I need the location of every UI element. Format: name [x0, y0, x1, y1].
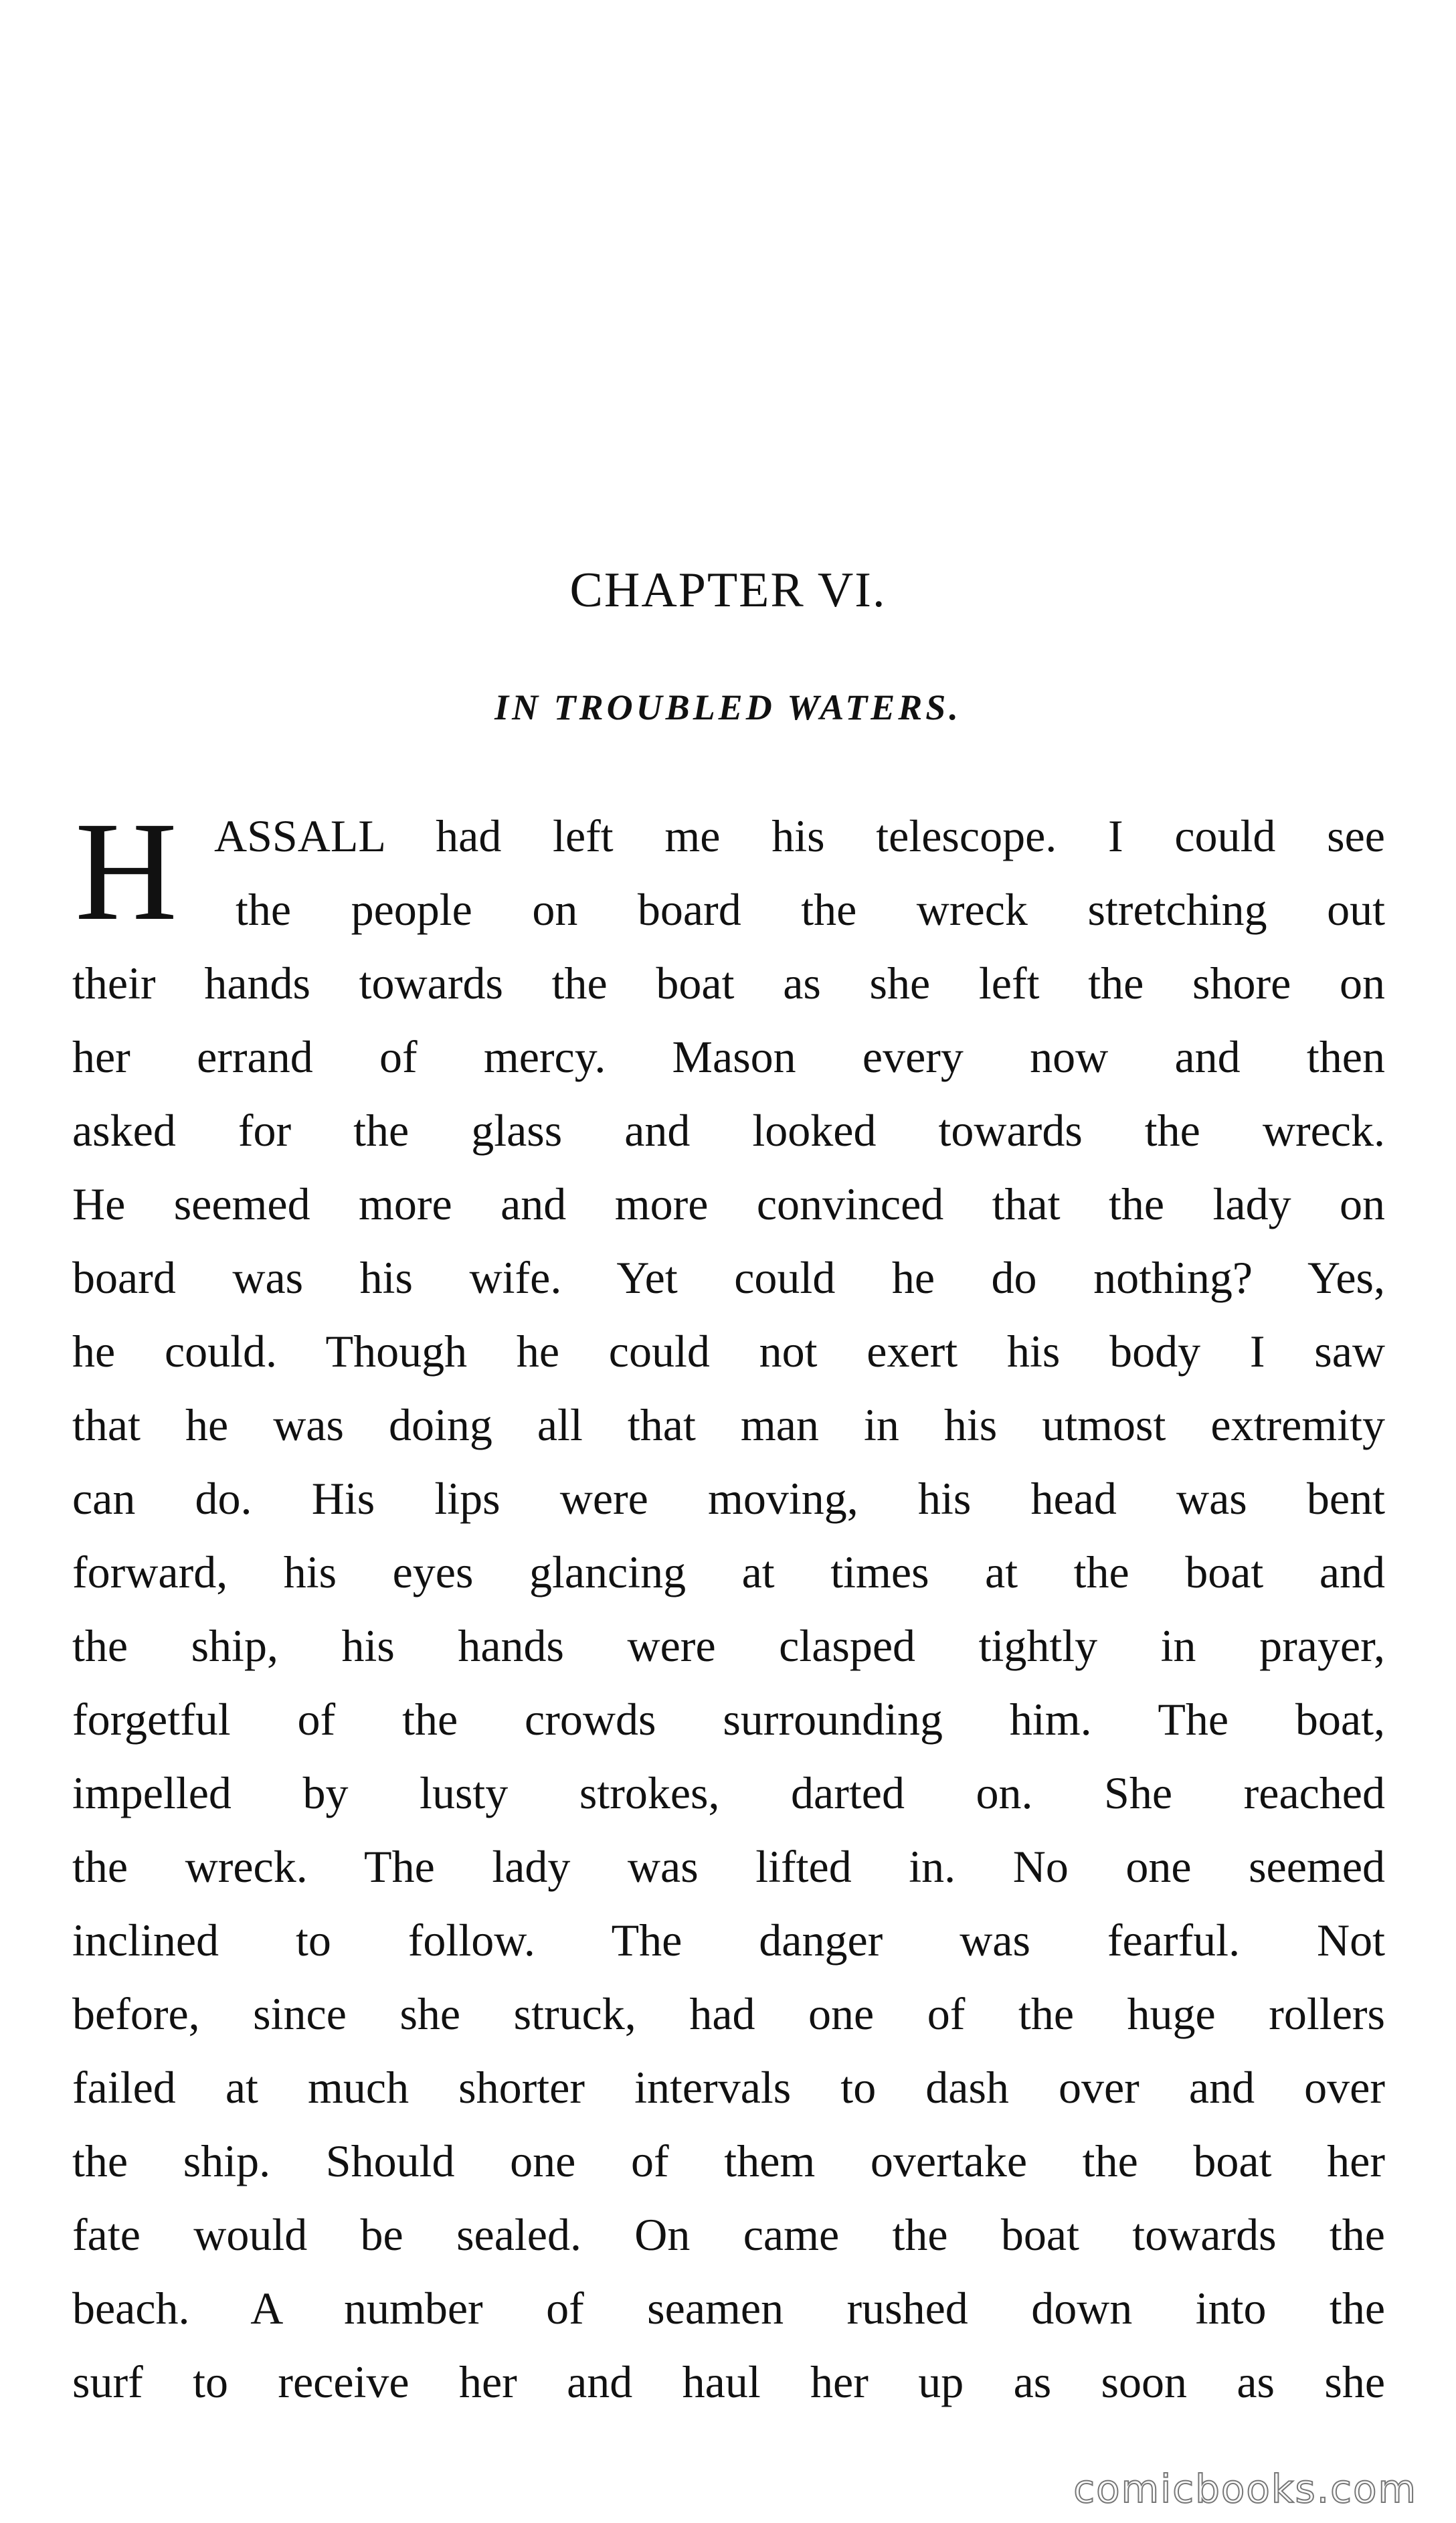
text-line: that he was doing all that man in his utmost extremity — [72, 1399, 1385, 1450]
text-line: He seemed more and more convinced that the lady on — [72, 1179, 1385, 1229]
text-line: fate would be sealed. On came the boat towards the — [72, 2209, 1385, 2260]
text-line: surf to receive her and haul her up as soon as she — [72, 2356, 1385, 2407]
text-line: asked for the glass and looked towards the wreck. — [72, 1105, 1385, 1156]
text-line: he could. Though he could not exert his body I saw — [72, 1326, 1385, 1377]
text-line: the ship, his hands were clasped tightly in prayer, — [72, 1620, 1385, 1671]
text-line: can do. His lips were moving, his head was bent — [72, 1473, 1385, 1524]
watermark: comicbooks.com — [1073, 2466, 1417, 2512]
text-line: inclined to follow. The danger was fearful. Not — [72, 1915, 1385, 1966]
text-line: the wreck. The lady was lifted in. No one seemed — [72, 1841, 1385, 1892]
text-line: her errand of mercy. Mason every now and then — [72, 1031, 1385, 1082]
text-line: before, since she struck, had one of the huge rollers — [72, 1988, 1385, 2039]
text-line: forgetful of the crowds surrounding him. The boat, — [72, 1694, 1385, 1745]
chapter-title: CHAPTER VI. — [569, 563, 887, 618]
text-line: the people on board the wreck stretching out — [236, 884, 1385, 935]
text-line: ASSALL had left me his telescope. I could see — [214, 810, 1385, 861]
text-line: impelled by lusty strokes, darted on. She reached — [72, 1767, 1385, 1818]
text-line: the ship. Should one of them overtake the boat her — [72, 2136, 1385, 2186]
text-line: failed at much shorter intervals to dash over and over — [72, 2062, 1385, 2113]
text-line: forward, his eyes glancing at times at the boat and — [72, 1547, 1385, 1597]
text-line: board was his wife. Yet could he do nothing? Yes, — [72, 1252, 1385, 1303]
text-line: their hands towards the boat as she left the shore on — [72, 958, 1385, 1009]
text-line: beach. A number of seamen rushed down into the — [72, 2283, 1385, 2334]
drop-cap: H — [75, 792, 178, 950]
chapter-subtitle: IN TROUBLED WATERS. — [494, 687, 962, 727]
